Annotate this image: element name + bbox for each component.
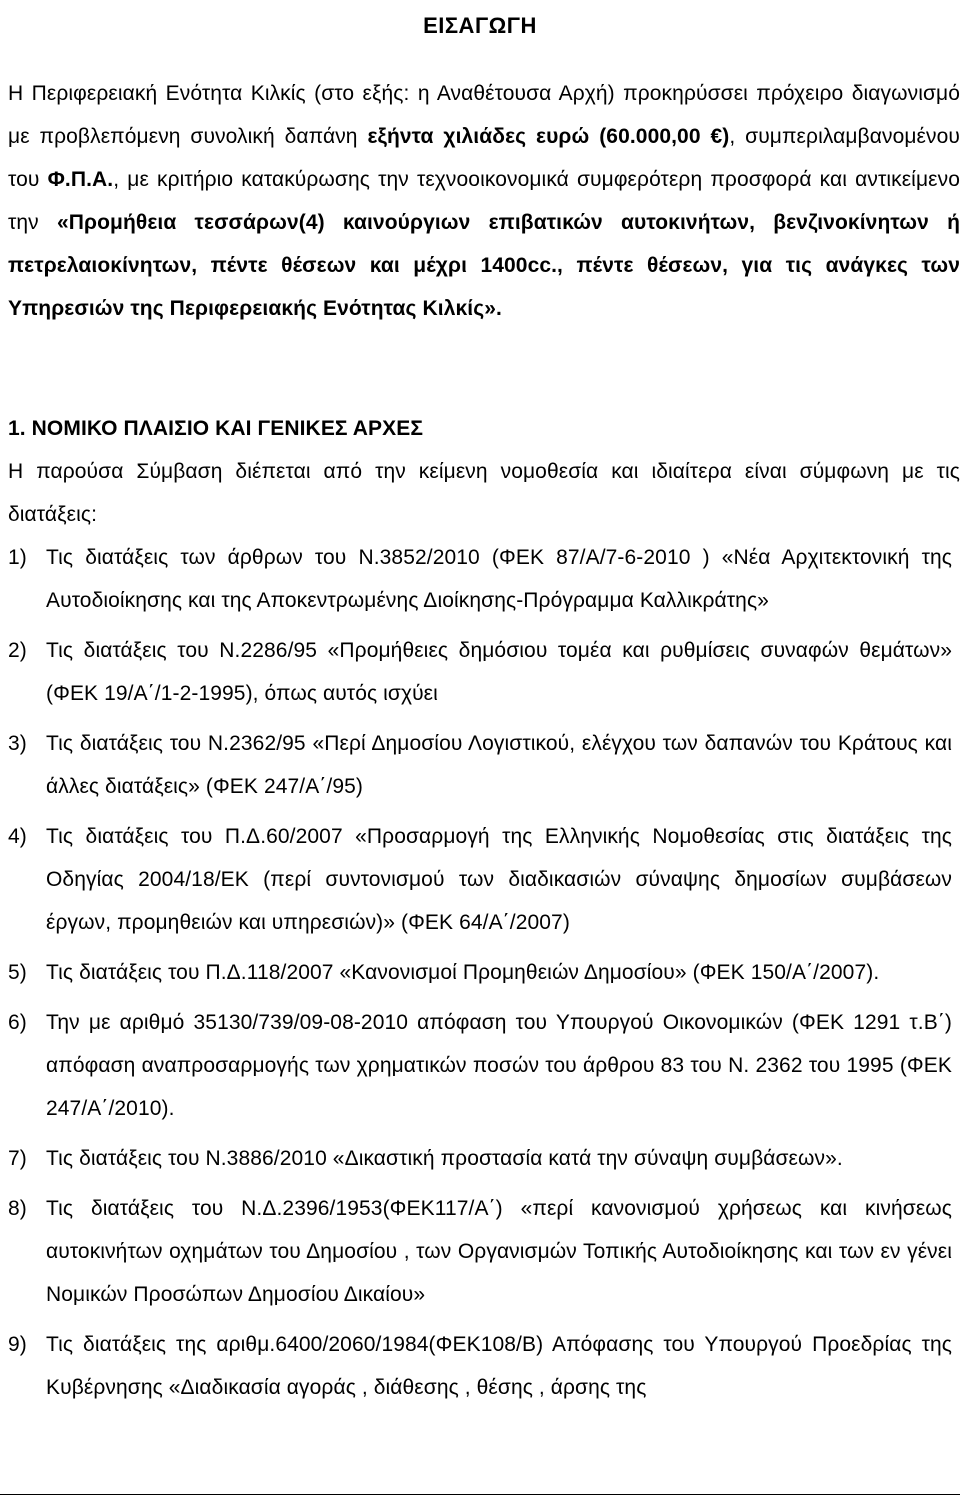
provisions-list (0, 536, 960, 1416)
intro-fpa: Φ.Π.Α. (47, 168, 114, 191)
list-item-number: 9) (8, 1333, 27, 1356)
list-item-text: Την με αριθμό 35130/739/09-08-2010 απόφαση του Υπουργού Οικονομικών (ΦΕΚ 1291 τ.Β΄) απόφαση αναπροσαρμογής των χρηματικών ποσών του άρθρου 83 του Ν. 2362 του 1995 (ΦΕΚ 247/Α΄/2010). (46, 1011, 952, 1120)
intro-amount: εξήντα χιλιάδες ευρώ (60.000,00 €) (367, 125, 730, 148)
list-item-text: Τις διατάξεις των άρθρων του Ν.3852/2010 (ΦΕΚ 87/Α/7-6-2010 ) «Νέα Αρχιτεκτονική της Αυτοδιοίκησης και της Αποκεντρωμένης Διοίκησης-Πρόγραμμα Καλλικράτης» (46, 546, 952, 612)
list-item (0, 722, 960, 808)
list-item-number: 2) (8, 639, 27, 662)
list-item-number: 5) (8, 961, 27, 984)
list-item-text: Τις διατάξεις του Ν.3886/2010 «Δικαστική προστασία κατά την σύναψη συμβάσεων». (46, 1147, 843, 1170)
list-item (0, 1323, 960, 1409)
section-intro-text: Η παρούσα Σύμβαση διέπεται από την κείμενη νομοθεσία και ιδιαίτερα είναι σύμφωνη με τις διατάξεις: (8, 460, 960, 526)
list-item-number: 8) (8, 1197, 27, 1220)
section-heading: 1. ΝΟΜΙΚΟ ΠΛΑΙΣΙΟ ΚΑΙ ΓΕΝΙΚΕΣ ΑΡΧΕΣ (8, 417, 424, 440)
page-bottom-divider (0, 1494, 960, 1495)
list-item (0, 1001, 960, 1130)
list-item-number: 3) (8, 732, 27, 755)
list-item-text: Τις διατάξεις του Π.Δ.60/2007 «Προσαρμογή της Ελληνικής Νομοθεσίας στις διατάξεις της Οδηγίας 2004/18/ΕΚ (περί συντονισμού των διαδικασιών σύναψης δημοσίων συμβάσεων έργων, προμηθειών και υπηρεσιών)» (ΦΕΚ 64/Α΄/2007) (46, 825, 952, 934)
list-item-number: 6) (8, 1011, 27, 1034)
intro-subject: «Προμήθεια τεσσάρων(4) καινούργιων επιβατικών αυτοκινήτων, βενζινοκίνητων ή πετρελαιοκίνητων, πέντε θέσεων και μέχρι 1400cc., πέντε θέσεων, για τις ανάγκες των Υπηρεσιών της Περιφερειακής Ενότητας Κιλκίς». (8, 211, 960, 320)
list-item-number: 4) (8, 825, 27, 848)
page-title: ΕΙΣΑΓΩΓΗ (423, 12, 537, 38)
list-item (0, 951, 960, 994)
intro-paragraph (8, 72, 960, 330)
list-item (0, 1137, 960, 1180)
intro-text-1: Η Περιφερειακή Ενότητα Κιλκίς (στο εξής: η Αναθέτουσα Αρχή) προκηρύσσει πρόχειρο διαγωνισμό με προβλεπόμενη συνολική δαπάνη (8, 82, 960, 148)
list-item-text: Τις διατάξεις του Ν.2362/95 «Περί Δημοσίου Λογιστικού, ελέγχου των δαπανών του Κράτους και άλλες διατάξεις» (ΦΕΚ 247/Α΄/95) (46, 732, 952, 798)
list-item-text: Τις διατάξεις του Ν.2286/95 «Προμήθειες δημόσιου τομέα και ρυθμίσεις συναφών θεμάτων» (ΦΕΚ 19/Α΄/1-2-1995), όπως αυτός ισχύει (46, 639, 952, 705)
list-item (0, 815, 960, 944)
list-item-text: Τις διατάξεις του Π.Δ.118/2007 «Κανονισμοί Προμηθειών Δημοσίου» (ΦΕΚ 150/Α΄/2007). (46, 961, 880, 984)
list-item (0, 536, 960, 622)
intro-text-3: , με κριτήριο κατακύρωσης την τεχνοοικονομικά συμφερότερη προσφορά και αντικείμενο την (8, 168, 960, 234)
list-item-number: 1) (8, 546, 27, 569)
list-item (0, 1187, 960, 1316)
list-item-text: Τις διατάξεις της αριθμ.6400/2060/1984(ΦΕΚ108/Β) Απόφασης του Υπουργού Προεδρίας της Κυβέρνησης «Διαδικασία αγοράς , διάθεσης , θέσης , άρσης της (46, 1333, 952, 1399)
intro-text-2: , συμπεριλαμβανομένου του (8, 125, 960, 191)
list-item (0, 629, 960, 715)
list-item-number: 7) (8, 1147, 27, 1170)
list-item-text: Τις διατάξεις του Ν.Δ.2396/1953(ΦΕΚ117/Α΄) «περί κανονισμού χρήσεως και κινήσεως αυτοκινήτων οχημάτων του Δημοσίου , των Οργανισμών Τοπικής Αυτοδιοίκησης και των εν γένει Νομικών Προσώπων Δημοσίου Δικαίου» (46, 1197, 952, 1306)
